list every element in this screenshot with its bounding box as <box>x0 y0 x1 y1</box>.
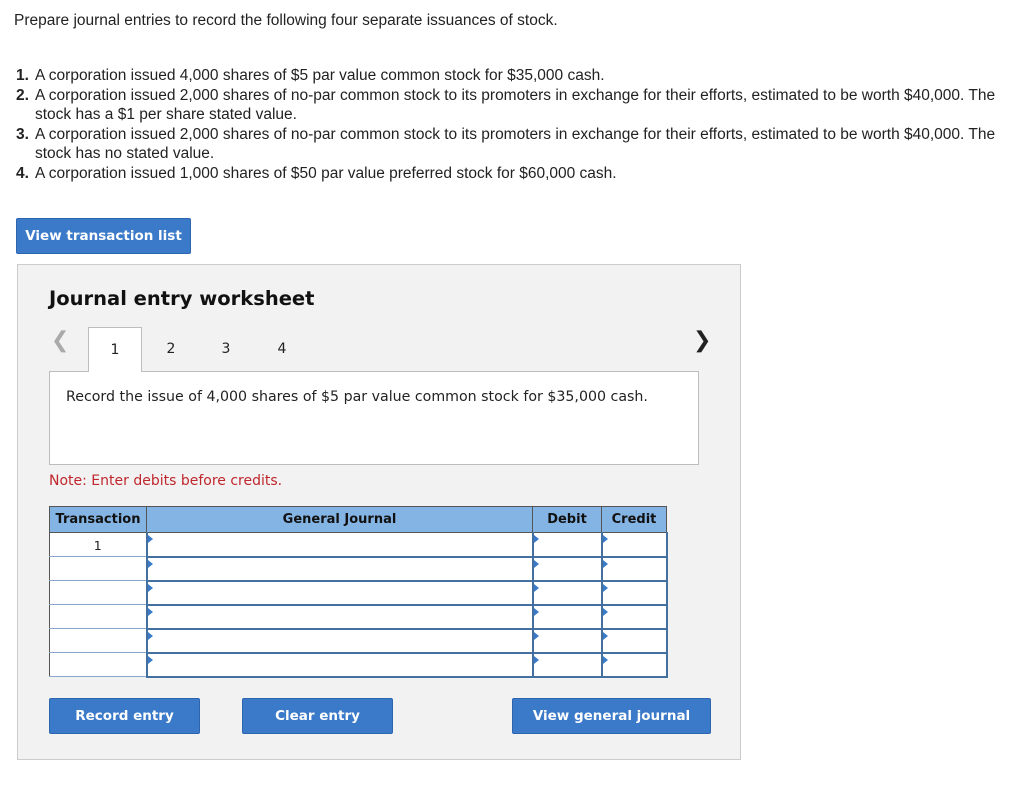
credit-input[interactable] <box>602 629 667 653</box>
credit-input[interactable] <box>602 533 667 557</box>
general-journal-table <box>49 506 668 678</box>
problem-number: 3. <box>16 125 29 143</box>
view-transaction-list-button[interactable]: View transaction list <box>16 218 191 254</box>
account-select[interactable] <box>147 653 533 677</box>
debit-input[interactable] <box>533 533 602 557</box>
clear-entry-button[interactable]: Clear entry <box>242 698 393 734</box>
transaction-number-cell <box>50 629 147 653</box>
transaction-description: Record the issue of 4,000 shares of $5 par value common stock for $35,000 cash. <box>66 389 648 405</box>
credit-column-header: Credit <box>602 507 667 533</box>
transaction-number-cell <box>50 581 147 605</box>
transaction-number-cell: 1 <box>50 533 147 557</box>
problem-item <box>14 164 1014 184</box>
chevron-left-icon[interactable]: ❮ <box>51 328 70 353</box>
tab-1[interactable]: 1 <box>88 327 142 372</box>
problem-text: A corporation issued 2,000 shares of no-par common stock to its promoters in exchange for their efforts, estimated to be worth $40,000. The stock has no stated value. <box>35 125 996 162</box>
debit-input[interactable] <box>533 581 602 605</box>
table-row <box>50 629 667 653</box>
credit-input[interactable] <box>602 581 667 605</box>
table-row <box>50 557 667 581</box>
tab-4[interactable]: 4 <box>277 341 287 357</box>
tab-3[interactable]: 3 <box>221 341 231 357</box>
debit-input[interactable] <box>533 629 602 653</box>
journal-entry-worksheet-panel <box>17 264 741 760</box>
transaction-column-header: Transaction <box>50 507 147 533</box>
debit-column-header: Debit <box>533 507 602 533</box>
account-select[interactable] <box>147 581 533 605</box>
instructions-text: Prepare journal entries to record the following four separate issuances of stock. <box>14 12 558 29</box>
problem-number: 2. <box>16 86 29 104</box>
problem-item <box>14 66 1014 86</box>
record-entry-button[interactable]: Record entry <box>49 698 200 734</box>
problem-text: A corporation issued 1,000 shares of $50 par value preferred stock for $60,000 cash. <box>35 164 617 182</box>
tab-2[interactable]: 2 <box>166 341 176 357</box>
problem-item <box>14 86 1014 125</box>
account-select[interactable] <box>147 629 533 653</box>
debit-input[interactable] <box>533 653 602 677</box>
credit-input[interactable] <box>602 557 667 581</box>
problem-item <box>14 125 1014 164</box>
problem-text: A corporation issued 4,000 shares of $5 par value common stock for $35,000 cash. <box>35 67 605 84</box>
credit-input[interactable] <box>602 605 667 629</box>
transaction-number-cell <box>50 653 147 677</box>
table-header-row <box>50 507 667 533</box>
account-select[interactable] <box>147 605 533 629</box>
table-row <box>50 653 667 677</box>
debit-input[interactable] <box>533 557 602 581</box>
table-row <box>50 533 667 557</box>
worksheet-title: Journal entry worksheet <box>49 287 315 310</box>
transaction-description-box <box>49 371 699 465</box>
credit-input[interactable] <box>602 653 667 677</box>
problem-number: 4. <box>16 164 29 182</box>
transaction-number-cell <box>50 557 147 581</box>
debit-credit-note: Note: Enter debits before credits. <box>49 473 283 489</box>
problem-list <box>14 66 1014 183</box>
general-journal-column-header: General Journal <box>147 507 533 533</box>
chevron-right-icon[interactable]: ❯ <box>693 328 712 353</box>
problem-number: 1. <box>16 67 29 84</box>
account-select[interactable] <box>147 557 533 581</box>
debit-input[interactable] <box>533 605 602 629</box>
table-row <box>50 581 667 605</box>
problem-text: A corporation issued 2,000 shares of no-par common stock to its promoters in exchange for their efforts, estimated to be worth $40,000. The stock has a $1 per share stated value. <box>35 86 996 123</box>
table-row <box>50 605 667 629</box>
account-select[interactable] <box>147 533 533 557</box>
view-general-journal-button[interactable]: View general journal <box>512 698 711 734</box>
transaction-number-cell <box>50 605 147 629</box>
